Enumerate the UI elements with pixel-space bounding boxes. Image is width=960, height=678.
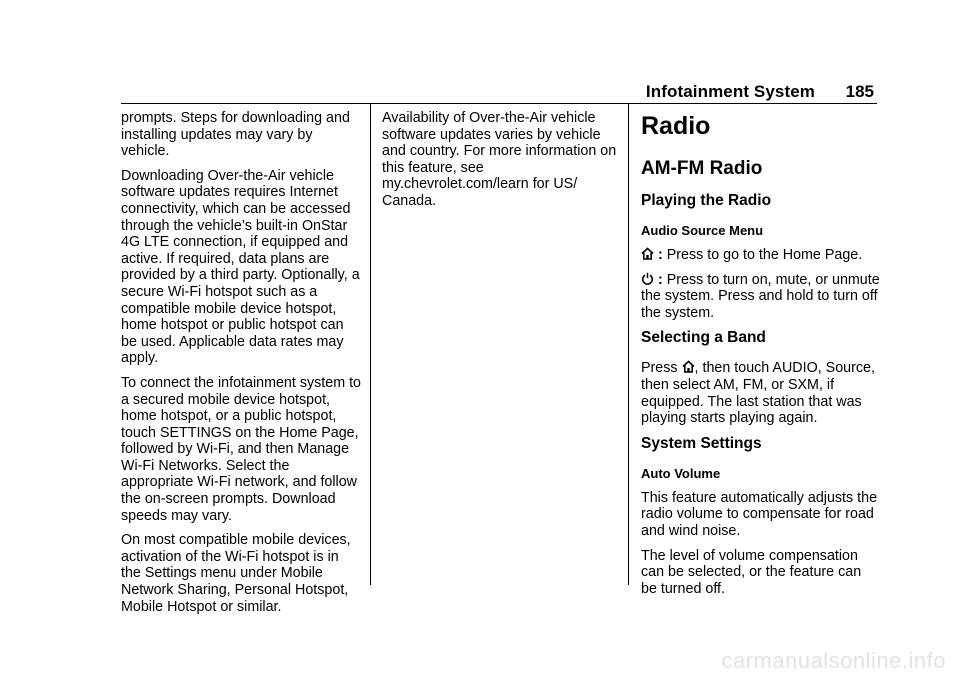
paragraph: The level of volume compensation can be selected, or the feature can be turned off. xyxy=(641,547,862,597)
heading-system-settings: System Settings xyxy=(641,434,762,452)
watermark: carmanualsonline.info xyxy=(721,648,946,673)
heading-selecting-a-band: Selecting a Band xyxy=(641,329,766,347)
column-divider-2 xyxy=(628,104,629,585)
paragraph: Downloading Over-the-Air vehicle software updates requires Internet connectivity, which can be accessed through the vehicle’s built-in OnStar 4G LTE connection, if equipped and active. If required, data plans are provided by a third party. Optionally, a secure Wi-Fi hotspot such as a compatible mobile device hotspot, home hotspot or public hotspot can be used. Applicable data rates may apply. xyxy=(121,167,360,367)
home-description: Press to go to the Home Page. xyxy=(666,247,863,263)
column-3 xyxy=(641,112,881,605)
home-icon xyxy=(641,247,654,260)
column-1 xyxy=(121,110,361,623)
column-divider-1 xyxy=(370,104,371,585)
heading-auto-volume: Auto Volume xyxy=(641,465,721,481)
power-item: : Press to turn on, mute, or unmute the system. Press and hold to turn off the system. xyxy=(641,271,880,321)
paragraph: This feature automatically adjusts the radio volume to compensate for road and wind noise. xyxy=(641,489,878,539)
column-2 xyxy=(382,110,618,218)
paragraph: Availability of Over-the-Air vehicle software updates varies by vehicle and country. For more information on this feature, see my.chevrolet.com/learn for US/ Canada. xyxy=(382,110,617,209)
paragraph: prompts. Steps for downloading and installing updates may vary by vehicle. xyxy=(121,110,350,160)
power-icon xyxy=(641,272,654,285)
home-icon xyxy=(682,360,695,373)
paragraph: On most compatible mobile devices, activation of the Wi-Fi hotspot is in the Settings menu under Mobile Network Sharing, Personal Hotspot, Mobile Hotspot or similar. xyxy=(121,532,351,615)
page-number: 185 xyxy=(845,82,874,101)
band-paragraph xyxy=(641,360,881,426)
power-description: Press to turn on, mute, or unmute the system. Press and hold to turn off the system. xyxy=(641,271,880,321)
home-item: : Press to go to the Home Page. xyxy=(641,247,881,264)
band-description: , then touch AUDIO, Source, then select AM, FM, or SXM, if equipped. The last station that was playing starts playing again. xyxy=(641,360,875,427)
band-press-text: Press xyxy=(641,360,678,377)
heading-audio-source-menu: Audio Source Menu xyxy=(641,223,764,238)
heading-radio: Radio xyxy=(641,112,711,140)
page-header xyxy=(121,82,877,104)
section-title: Infotainment System xyxy=(645,82,815,101)
heading-playing-the-radio: Playing the Radio xyxy=(641,192,772,209)
paragraph: To connect the infotainment system to a secured mobile device hotspot, home hotspot, or a public hotspot, touch SETTINGS on the Home Page, followed by Wi-Fi, and then Manage Wi-Fi Networks. Select the appropriate Wi-Fi network, and follow the on-screen prompts. Download speeds may vary. xyxy=(121,374,361,524)
heading-am-fm-radio: AM-FM Radio xyxy=(641,158,763,179)
header-divider xyxy=(121,103,877,104)
